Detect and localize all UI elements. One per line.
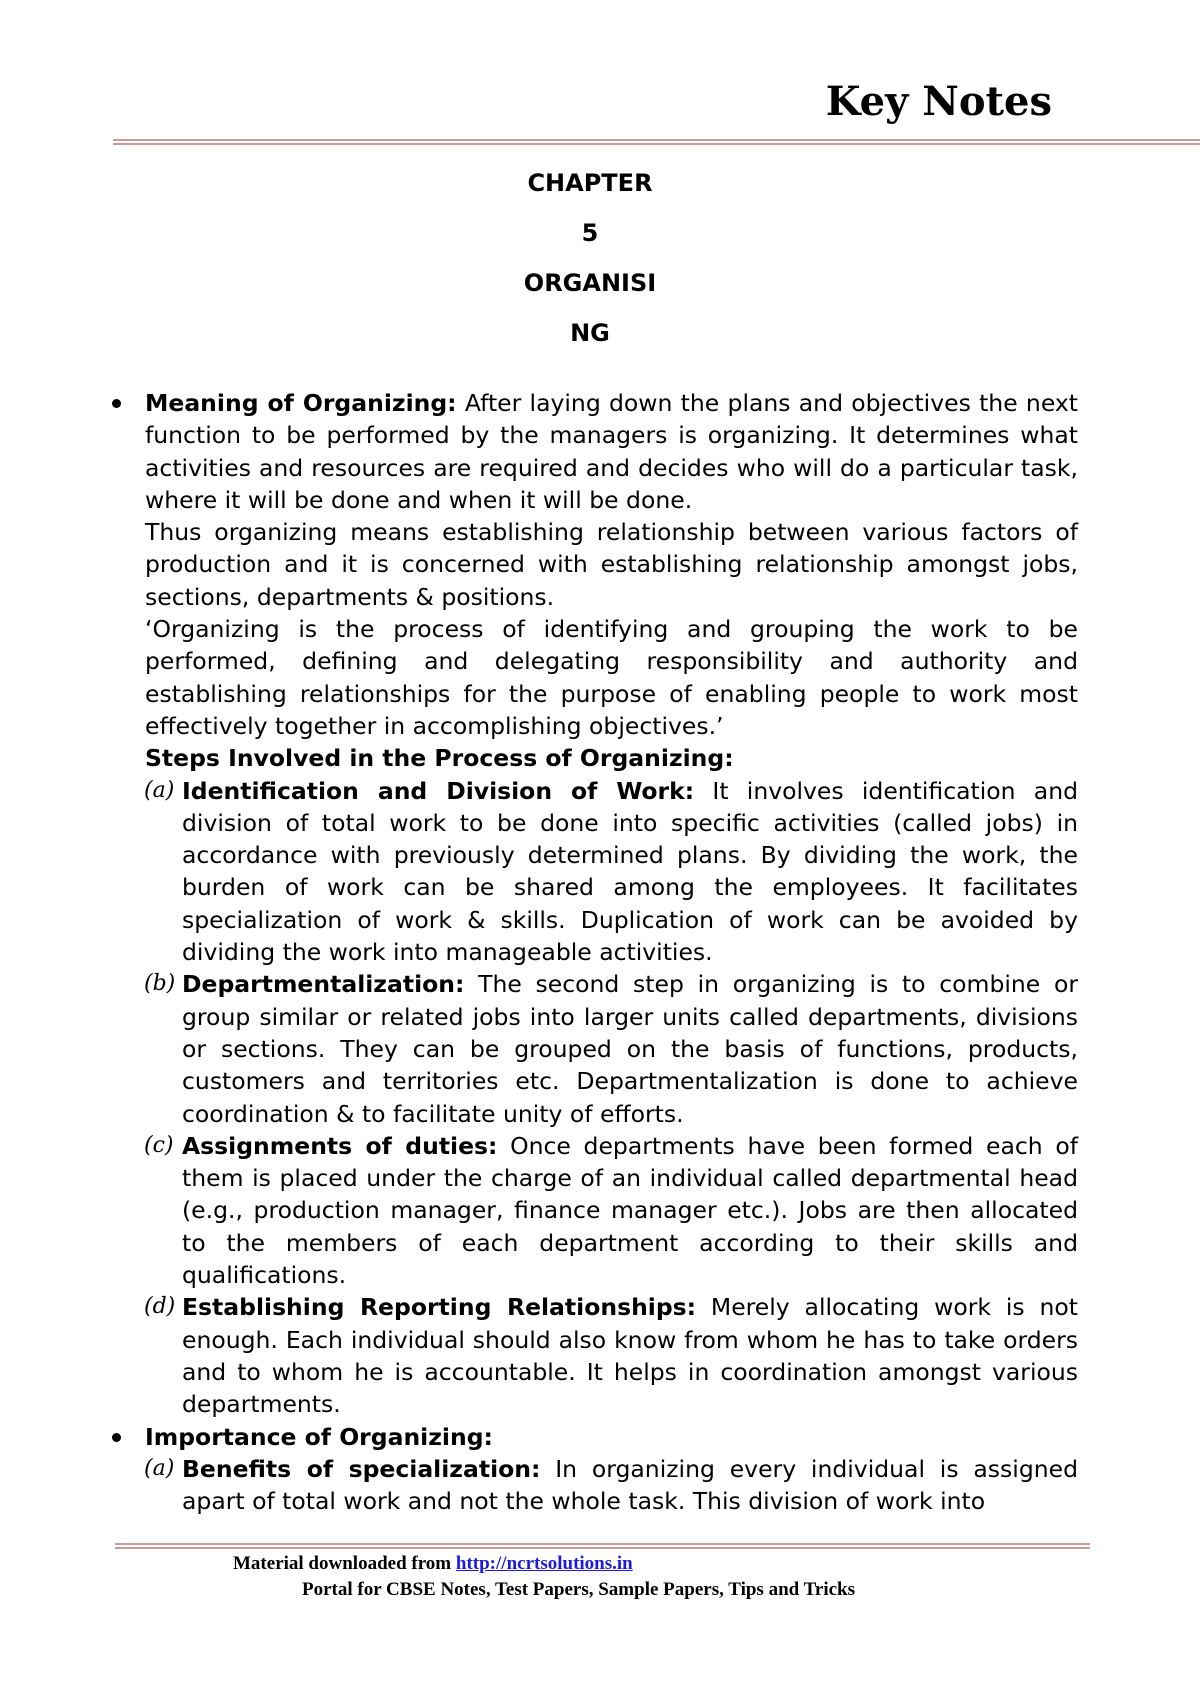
chapter-line: CHAPTER	[527, 169, 653, 197]
step-item	[145, 1130, 1078, 1291]
step-text: Once departments have been formed each of them is placed under the charge of an individual called departmental head (e.g., production manager, finance manager etc.). Jobs are then allocated to the members of each department according to their skills and qualifications.	[182, 1131, 1078, 1290]
step-title: Establishing Reporting Relationships:	[182, 1293, 697, 1322]
importance-heading: Importance of Organizing:	[145, 1422, 493, 1451]
step-text: The second step in organizing is to combine or group similar or related jobs into larger units called departments, divisions or sections. They can be grouped on the basis of functions, products, customers and territories etc. Departmentalization is done to achieve coordination & to facilitate unity of efforts.	[182, 970, 1078, 1128]
step-letter: (b)	[144, 971, 176, 997]
step-text: It involves identification and division of total work to be done into specific activities (called jobs) in accordance with previously determined plans. By dividing the work, the burden of work can be shared among the employees. It facilitates specialization of work & skills. Duplication of work can be avoided by dividing the work into manageable activities.	[182, 776, 1079, 967]
step-item	[145, 968, 1078, 1129]
meaning-heading: Meaning of Organizing:	[145, 389, 457, 417]
importance-text: In organizing every individual is assigned apart of total work and not the whole task. This division of work into	[182, 1454, 1078, 1516]
definition-quote: ‘Organizing is the process of identifying and grouping the work to be performed, defining and delegating responsibility and authority and establishing relationships for the purpose of enabling people to work most effectively together in accomplishing objectives.’	[145, 615, 1078, 740]
chapter-title-block	[460, 158, 720, 358]
meaning-text: After laying down the plans and objectives the next function to be performed by the managers is organizing. It determines what activities and resources are required and decides who will do a particular task, where it will be done and when it will be done.	[145, 389, 1078, 514]
step-letter: (a)	[144, 777, 175, 803]
footer-divider	[115, 1543, 1090, 1549]
importance-letter: (a)	[144, 1455, 175, 1481]
bullet-dot-icon	[112, 1433, 121, 1442]
footer-source-link[interactable]: http://ncrtsolutions.in	[455, 1553, 633, 1574]
step-letter: (c)	[144, 1132, 174, 1158]
chapter-line: NG	[570, 319, 610, 347]
meaning-paragraph-2: Thus organizing means establishing relationship between various factors of production and it is concerned with establishing relationship amongst jobs, sections, departments & positions.	[145, 518, 1078, 611]
importance-paragraph	[182, 1453, 1078, 1518]
bullet-dot-icon	[112, 399, 121, 408]
main-content	[145, 387, 1078, 1517]
step-letter: (d)	[144, 1294, 176, 1320]
importance-item	[145, 1453, 1078, 1518]
meaning-paragraph	[145, 387, 1078, 516]
steps-heading: Steps Involved in the Process of Organizing:	[145, 744, 734, 773]
page-header-title: Key Notes	[825, 78, 1052, 125]
step-paragraph	[182, 1291, 1078, 1420]
step-title: Identification and Division of Work:	[182, 776, 695, 805]
footer-source-line	[233, 1551, 633, 1577]
chapter-line: ORGANISI	[523, 269, 657, 297]
step-paragraph	[182, 1130, 1078, 1291]
step-text: Merely allocating work is not enough. Each individual should also know from whom he has to take orders and to whom he is accountable. It helps in coordination amongst various departments.	[182, 1293, 1078, 1419]
footer-source-prefix: Material downloaded from	[233, 1553, 456, 1574]
bullet-importance-of-organizing	[145, 1421, 1078, 1518]
step-item	[145, 1291, 1078, 1420]
importance-title: Benefits of specialization:	[182, 1454, 541, 1483]
chapter-number: 5	[581, 219, 599, 247]
step-title: Assignments of duties:	[182, 1131, 498, 1160]
footer-portal-line: Portal for CBSE Notes, Test Papers, Sample Papers, Tips and Tricks	[302, 1579, 855, 1600]
header-divider	[113, 139, 1200, 145]
step-paragraph	[182, 968, 1078, 1129]
step-title: Departmentalization:	[182, 970, 465, 999]
bullet-meaning-of-organizing	[145, 387, 1078, 1421]
step-paragraph	[182, 775, 1078, 969]
step-item	[145, 775, 1078, 969]
